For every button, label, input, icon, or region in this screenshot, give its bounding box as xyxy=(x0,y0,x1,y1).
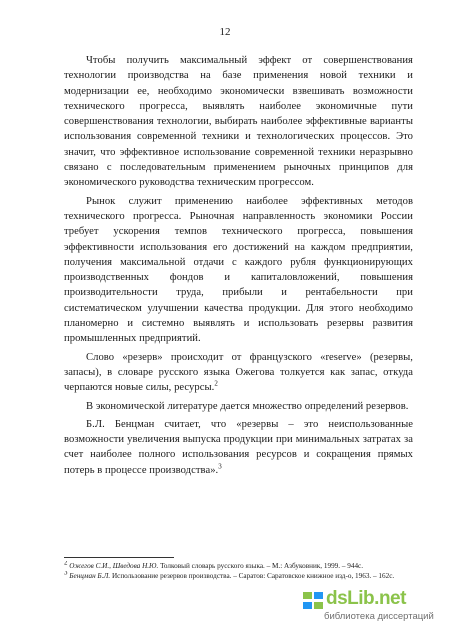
paragraph-5-text: Б.Л. Бенцман считает, что «резервы – это неиспользованные возможности увеличения выпуска продукции при минимальных затратах за счет наиболее полного использования ресурсов и сокращения прямых потерь в процессе производства». xyxy=(64,418,413,476)
footnote-2 xyxy=(64,561,413,571)
footnote-text: Использование резервов производства. – Саратов: Саратовское книжное изд-о, 1963. – 162с. xyxy=(111,572,395,580)
footnote-3 xyxy=(64,571,413,581)
footnote-author: Ожегов С.И., Шведова Н.Ю. xyxy=(69,562,159,570)
paragraph-5 xyxy=(64,417,413,478)
dslib-logo-icon xyxy=(302,590,324,612)
paragraph-2: Рынок служит применению наиболее эффективных методов технического прогресса. Рыночная направленность экономики России требует ускорения темпов технического прогресса, повышения эффективности использования его достижений на каждом предприятии, получения максимальной отдачи с каждого рубля функционирующих производственных фондов и капиталовложений, повышения производительности труда, прибыли и рентабельности при систематическом улучшении качества продукции. Для этого необходимо планомерно и системно выявлять и использовать резервы развития промышленных предприятий. xyxy=(64,195,413,345)
footnote-divider xyxy=(64,557,174,558)
watermark[interactable] xyxy=(302,588,442,624)
watermark-subtitle: библиотека диссертаций xyxy=(324,611,434,622)
footnote-number: 3 xyxy=(64,571,68,577)
paragraph-3-text: Слово «резерв» происходит от французского «reserve» (резервы, запасы), в словаре русского языка Ожегова толкуется как запас, откуда черпаются новые силы, ресурсы. xyxy=(64,351,413,394)
watermark-title: dsLib.net xyxy=(326,588,406,609)
footnote-ref-3[interactable]: 3 xyxy=(218,462,222,471)
document-body xyxy=(64,53,413,481)
footnote-author: Бенцман Б.Л. xyxy=(69,572,111,580)
footnote-text: Толковый словарь русского языка. – М.: Азбуковник, 1999. – 944с. xyxy=(160,562,364,570)
paragraph-4: В экономической литературе дается множество определений резервов. xyxy=(86,400,409,412)
footnote-number: 2 xyxy=(64,561,68,567)
page-number: 12 xyxy=(219,26,231,38)
footnote-ref-2[interactable]: 2 xyxy=(214,379,218,388)
footnotes xyxy=(64,561,413,581)
paragraph-3 xyxy=(64,350,413,396)
paragraph-1: Чтобы получить максимальный эффект от совершенствования технологии производства на базе применения новой техники и модернизации ее, необходимо экономически взвешивать возможности технического прогресса, выявлять наиболее экономичные пути совершенствования технологии, выбирать наиболее эффективные варианты использования современной техники и технологических процессов. Это значит, что эффективное использование современной техники неразрывно связано с последовательным применением рыночных принципов для экономического руководства техническим прогрессом. xyxy=(64,55,413,189)
